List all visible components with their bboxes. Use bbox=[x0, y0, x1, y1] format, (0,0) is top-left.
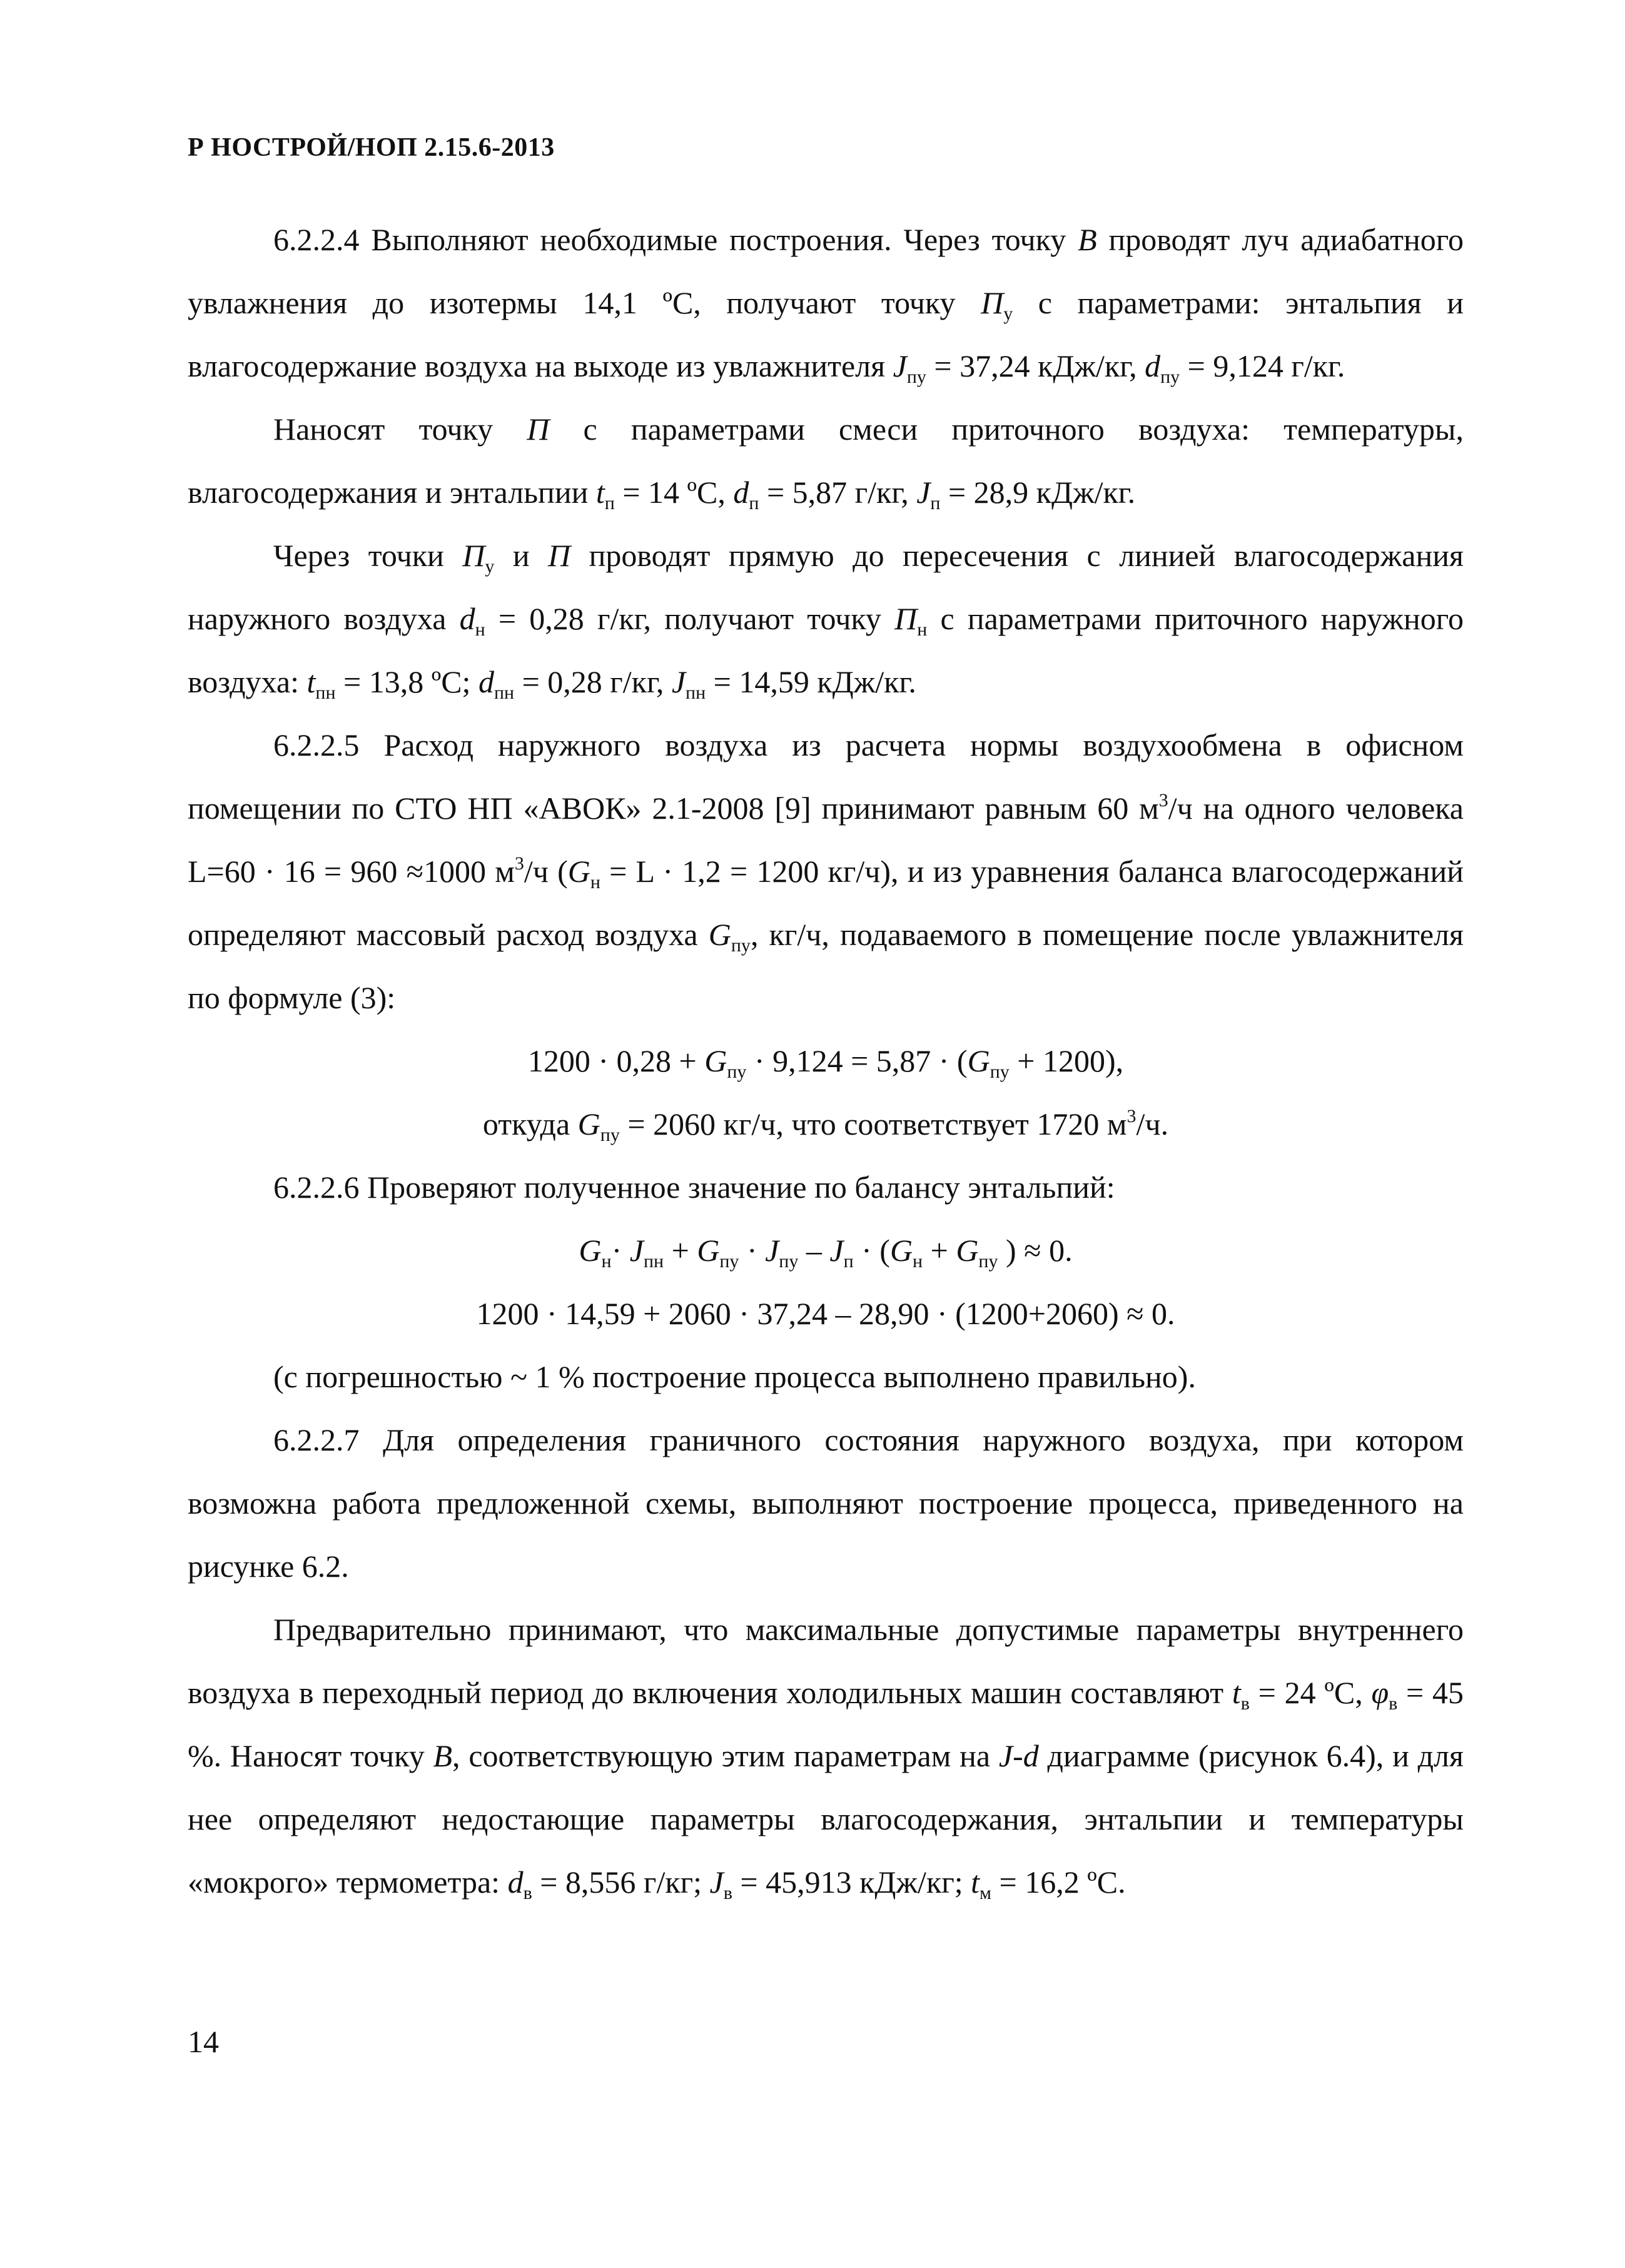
formula-result: откуда $G_{пу} = 2060$ кг/ч, что соответствует 1720 $м^3/ч$. bbox=[482, 1106, 1169, 1145]
formula-enthalpy-balance: $G_н\cdot J_{пн} + G_{пу} \cdot J_{пу} - J_п \cdot (G_н + G_{пу}$ ) ≈ 0. bbox=[579, 1233, 1073, 1272]
paragraph-internal-air: Предварительно принимают, что максимальные допустимые параметры внутреннего воздуха в переходный период до включения холодильных машин составляют $t_в = 24$ ºС, $\varphi_в = 45$ %. Наносят точку В, соответствующую этим параметрам на J-d диаграмме (рисунок 6.4), и для нее определяют недостающие параметры влагосодержания, энтальпии и температуры «мокрого» термометра: $d_в = 8,556$ г/кг; $J_в = 45,913$ кДж/кг; $t_м = 16,2$ ºС. bbox=[188, 1612, 1464, 1903]
document-body bbox=[188, 208, 1464, 1914]
paragraph-6-2-2-6: 6.2.2.6 Проверяют полученное значение по балансу энтальпий: bbox=[273, 1170, 1115, 1205]
paragraph-6-2-2-4: 6.2.2.4 Выполняют необходимые построения. Через точку В проводят луч адиабатного увлажнения до изотермы 14,1 ºС, получают точку $П_у$ с параметрами: энтальпия и влагосодержание воздуха на выходе из увлажнителя $J_{пу} = 37,24$ кДж/кг, $d_{пу} = 9,124$ г/кг. bbox=[188, 222, 1464, 387]
document-page bbox=[188, 0, 1464, 2268]
paragraph-error-note: (с погрешностью ~ 1 % построение процесса выполнено правильно). bbox=[273, 1359, 1196, 1394]
formula-moisture-balance: $1200 \cdot 0,28 + G_{пу} \cdot 9,124 = 5,87 \cdot (G_{пу} + 1200)$, bbox=[527, 1043, 1124, 1082]
page-number: 14 bbox=[188, 2024, 219, 2059]
paragraph-point-pn: Через точки $П_у$ и П проводят прямую до пересечения с линией влагосодержания наружного воздуха $d_н = 0,28$ г/кг, получают точку $П_н$ с параметрами приточного наружного воздуха: $t_{пн} = 13,8$ ºС; $d_{пн} = 0,28$ г/кг, $J_{пн} = 14,59$ кДж/кг. bbox=[188, 538, 1464, 703]
document-header: Р НОСТРОЙ/НОП 2.15.6-2013 bbox=[188, 133, 555, 162]
formula-enthalpy-numeric: 1200 · 14,59 + 2060 · 37,24 – 28,90 · (1200+2060) ≈ 0. bbox=[476, 1296, 1175, 1331]
paragraph-6-2-2-7: 6.2.2.7 Для определения граничного состояния наружного воздуха, при котором возможна работа предложенной схемы, выполняют построение процесса, приведенного на рисунке 6.2. bbox=[188, 1422, 1464, 1584]
paragraph-point-p: Наносят точку П с параметрами смеси приточного воздуха: температуры, влагосодержания и энтальпии $t_п = 14$ ºС, $d_п = 5,87$ г/кг, $J_п = 28,9$ кДж/кг. bbox=[188, 412, 1464, 514]
paragraph-6-2-2-5: 6.2.2.5 Расход наружного воздуха из расчета нормы воздухообмена в офисном помещении по СТО НП «АВОК» 2.1-2008 [9] принимают равным 60 $м^3/ч$ на одного человека L=60 · 16 = 960 ≈1000 $м^3/ч$ ($G_н = L \cdot 1,2 = 1200$ кг/ч), и из уравнения баланса влагосодержаний определяют массовый расход воздуха $G_{пу}$, кг/ч, подаваемого в помещение после увлажнителя по формуле (3): bbox=[188, 727, 1464, 1015]
